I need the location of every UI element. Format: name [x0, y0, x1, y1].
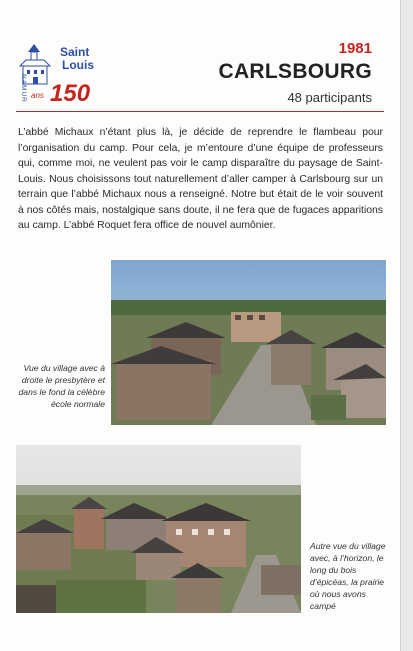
body-paragraph: L’abbé Michaux n’étant plus là, je décide de reprendre le flambeau pour l’organisation du camp. Pour cela, je m’entoure d’une équipe de professeurs qui, comme moi, ne veulent pas voir le camp disparaître du paysage de Saint-Louis. Nous choisissons tout naturellement d’aller camper à Carlsbourg sur un terrain que l’abbé Michaux nous a renseigné. Notre but était de le voir souvent à nos côtés mais, nostalgique sans doute, il ne fera que de fugaces apparitions au camp. L’abbé Roquet fera office de nouvel aumônier. — [18, 127, 383, 231]
castle-logo-icon — [18, 38, 108, 104]
village-photo-1 — [111, 260, 386, 425]
logo-word-saint: Saint — [60, 45, 90, 59]
logo-ans: ans — [31, 91, 44, 100]
village-photo-2 — [16, 445, 301, 613]
saint-louis-logo — [18, 38, 108, 104]
header-divider — [16, 111, 384, 112]
logo-vertical-namur: NAMUR — [20, 74, 27, 103]
participants-count: 48 participants — [287, 90, 372, 105]
logo-number: 150 — [50, 80, 91, 104]
year-heading: 1981 — [338, 40, 372, 57]
place-heading: CARLSBOURG — [218, 60, 372, 83]
photo-1-caption: Vue du village avec à droite le presbytère et dans le fond la célèbre école normale — [18, 363, 105, 409]
photo-2-caption: Autre vue du village avec, à l’horizon, le long du bois d’épicéas, la prairie où nous avons campé — [310, 541, 386, 611]
logo-word-louis: Louis — [62, 58, 94, 72]
